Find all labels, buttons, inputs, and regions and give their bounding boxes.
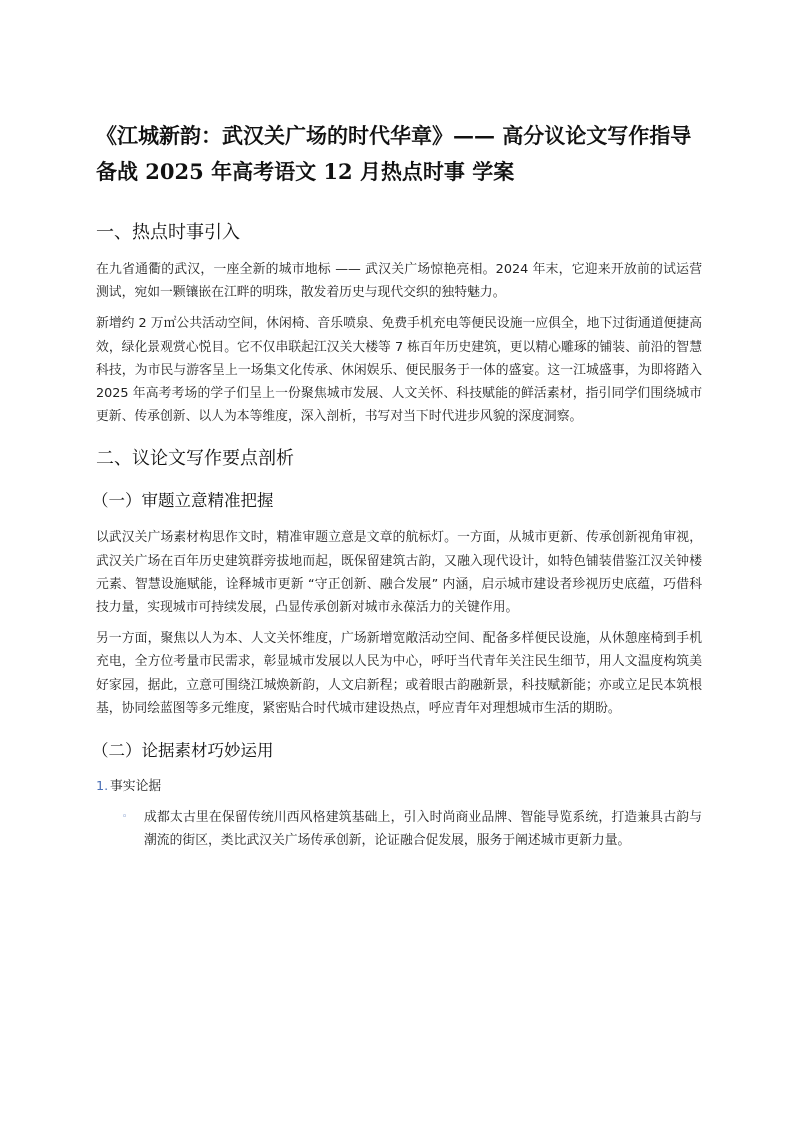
list-item (96, 776, 702, 852)
paragraph: 新增约 2 万㎡公共活动空间，休闲椅、音乐喷泉、免费手机充电等便民设施一应俱全，地下过街通道便捷高效，绿化景观赏心悦目。它不仅串联起江汉关大楼等 7 栋百年历史建筑，更以精心雕琢的铺装、前沿的智慧科技，为市民与游客呈上一场集文化传承、休闲娱乐、便民服务于一体的盛宴。这一江城盛事，为即将踏入 2025 年高考考场的学子们呈上一份聚焦城市发展、人文关怀、科技赋能的鲜活素材，指引同学们围绕城市更新、传承创新、以人为本等维度，深入剖析，书写对当下时代进步风貌的深度洞察。 (96, 316, 702, 425)
paragraph: 另一方面，聚焦以人为本、人文关怀维度，广场新增宽敞活动空间、配备多样便民设施，从休憩座椅到手机充电，全方位考量市民需求，彰显城市发展以人民为中心，呼吁当代青年关注民生细节，用人文温度构筑美好家园，据此，立意可围绕江城焕新韵，人文启新程；或着眼古韵融新景，科技赋新能；亦或立足民本筑根基，协同绘蓝图等多元维度，紧密贴合时代城市建设热点，呼应青年对理想城市生活的期盼。 (96, 631, 702, 716)
hollow-circle-icon: ◦ (122, 812, 128, 823)
list-item-label: 事实论据 (110, 779, 162, 795)
document-page (92, 118, 702, 852)
section-heading-hot-topic: 一、热点时事引入 (96, 222, 240, 243)
bullet-list (96, 806, 702, 852)
subsection-heading-topic-analysis: （一）审题立意精准把握 (92, 491, 274, 511)
subsection-heading-evidence: （二）论据素材巧妙运用 (92, 741, 274, 761)
list-number: 1. (96, 779, 109, 795)
document-title: 《江城新韵：武汉关广场的时代华章》—— 高分议论文写作指导备战 2025 年高考语文 12 月热点时事 学案 (96, 123, 692, 184)
paragraph: 在九省通衢的武汉，一座全新的城市地标 —— 武汉关广场惊艳亮相。2024 年末，它迎来开放前的试运营测试，宛如一颗镶嵌在江畔的明珠，散发着历史与现代交织的独特魅力。 (96, 262, 702, 301)
bullet-item (122, 806, 702, 852)
bullet-text: 成都太古里在保留传统川西风格建筑基础上，引入时尚商业品牌、智能导览系统，打造兼具古韵与潮流的街区，类比武汉关广场传承创新，论证融合促发展，服务于阐述城市更新力量。 (144, 810, 702, 849)
section-heading-writing-analysis: 二、议论文写作要点剖析 (96, 448, 294, 470)
paragraph: 以武汉关广场素材构思作文时，精准审题立意是文章的航标灯。一方面，从城市更新、传承创新视角审视，武汉关广场在百年历史建筑群旁拔地而起，既保留建筑古韵，又融入现代设计，如特色铺装借鉴江汉关钟楼元素、智慧设施赋能，诠释城市更新 “守正创新、融合发展” 内涵，启示城市建设者珍视历史底蕴，巧借科技力量，实现城市可持续发展，凸显传承创新对城市永葆活力的关键作用。 (96, 530, 702, 616)
numbered-list (96, 776, 702, 852)
